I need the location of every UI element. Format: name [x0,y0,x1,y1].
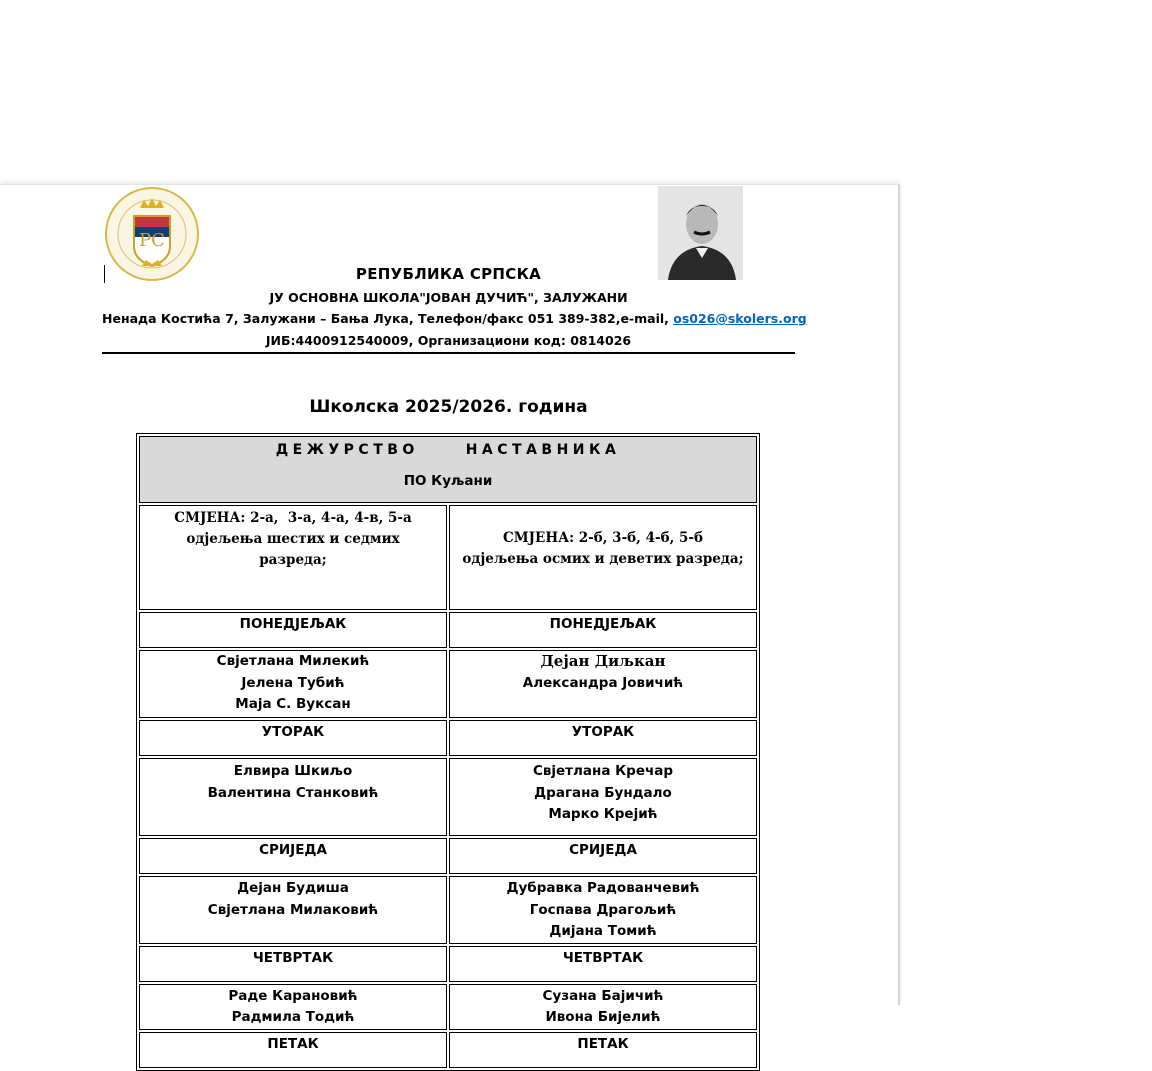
day-cell: ПОНЕДЈЕЉАК [139,612,447,648]
header-country: РЕПУБЛИКА СРПСКА [355,265,542,283]
day-cell: ЧЕТВРТАК [449,946,757,982]
day-cell: УТОРАК [139,720,447,756]
teacher-name: Дубравка Радованчевић [506,880,700,896]
day-cell: СРИЈЕДА [449,838,757,874]
teacher-name: Радмила Тодић [231,1009,355,1025]
header-school: ЈУ ОСНОВНА ШКОЛА"ЈОВАН ДУЧИЋ", ЗАЛУЖАНИ [269,290,628,305]
teacher-name: Свјетлана Милаковић [207,901,379,918]
day-cell: ПОНЕДЈЕЉАК [449,612,757,648]
shift-right-line: СМЈЕНА: 2-б, 3-б, 4-б, 5-б [502,530,703,546]
names-cell [449,650,757,718]
table-title-cell [139,436,757,503]
teacher-name: Ивона Бијелић [545,1009,661,1025]
teacher-name: Јелена Тубић [241,674,345,691]
teacher-name: Драгана Бундало [534,784,672,801]
names-cell [139,758,447,836]
shift-left-line: разреда; [259,552,327,568]
table-subtitle: ПО Куљани [403,473,493,489]
shift-right-cell [449,505,757,610]
year-title: Школска 2025/2026. година [309,397,588,417]
shift-left-line: одјељења шестих и седмих [186,531,400,547]
address-text: Ненада Костића 7, Залужани – Бања Лука, Телефон/факс 051 389-382,e-mail, [102,311,674,326]
day-cell: ПЕТАК [449,1032,757,1068]
names-cell [139,876,447,944]
day-cell: ПЕТАК [139,1032,447,1068]
header-address [102,311,807,326]
email-link[interactable]: os026@skolers.org [673,311,807,326]
teacher-name: Госпава Драгољић [529,901,677,918]
day-cell: СРИЈЕДА [139,838,447,874]
teacher-name: Валентина Станковић [207,784,379,801]
teacher-name: Елвира Шкиљо [233,763,353,779]
shift-left-cell [139,505,447,610]
teacher-name: Раде Карановић [228,987,358,1004]
teacher-name: Свјетлана Кречар [532,763,674,779]
names-cell [139,650,447,718]
teacher-name: Дејан Диљкан [540,652,666,670]
teacher-name: Марко Крејић [548,806,658,822]
duty-table [136,433,760,1071]
shift-right-line: одјељења осмих и деветих разреда; [462,551,744,567]
header-ids: ЈИБ:4400912540009, Организациони код: 0814026 [265,333,632,348]
teacher-name: Свјетлана Милекић [216,653,370,669]
teacher-name: Дејан Будиша [237,880,349,896]
teacher-name: Сузана Бајичић [542,987,664,1004]
teacher-name: Дијана Томић [549,923,657,939]
day-cell: ЧЕТВРТАК [139,946,447,982]
names-cell [449,984,757,1030]
names-cell [449,758,757,836]
teacher-name: Александра Јовичић [522,674,684,691]
names-cell [449,876,757,944]
header-divider [102,352,795,354]
svg-text:РС: РС [139,230,165,251]
shift-left-line: СМЈЕНА: 2-а, 3-а, 4-а, 4-в, 5-а [174,510,412,526]
teacher-name: Маја С. Вуксан [235,696,351,712]
names-cell [139,984,447,1030]
table-title: ДЕЖУРСТВО НАСТАВНИКА [275,442,621,458]
day-cell: УТОРАК [449,720,757,756]
